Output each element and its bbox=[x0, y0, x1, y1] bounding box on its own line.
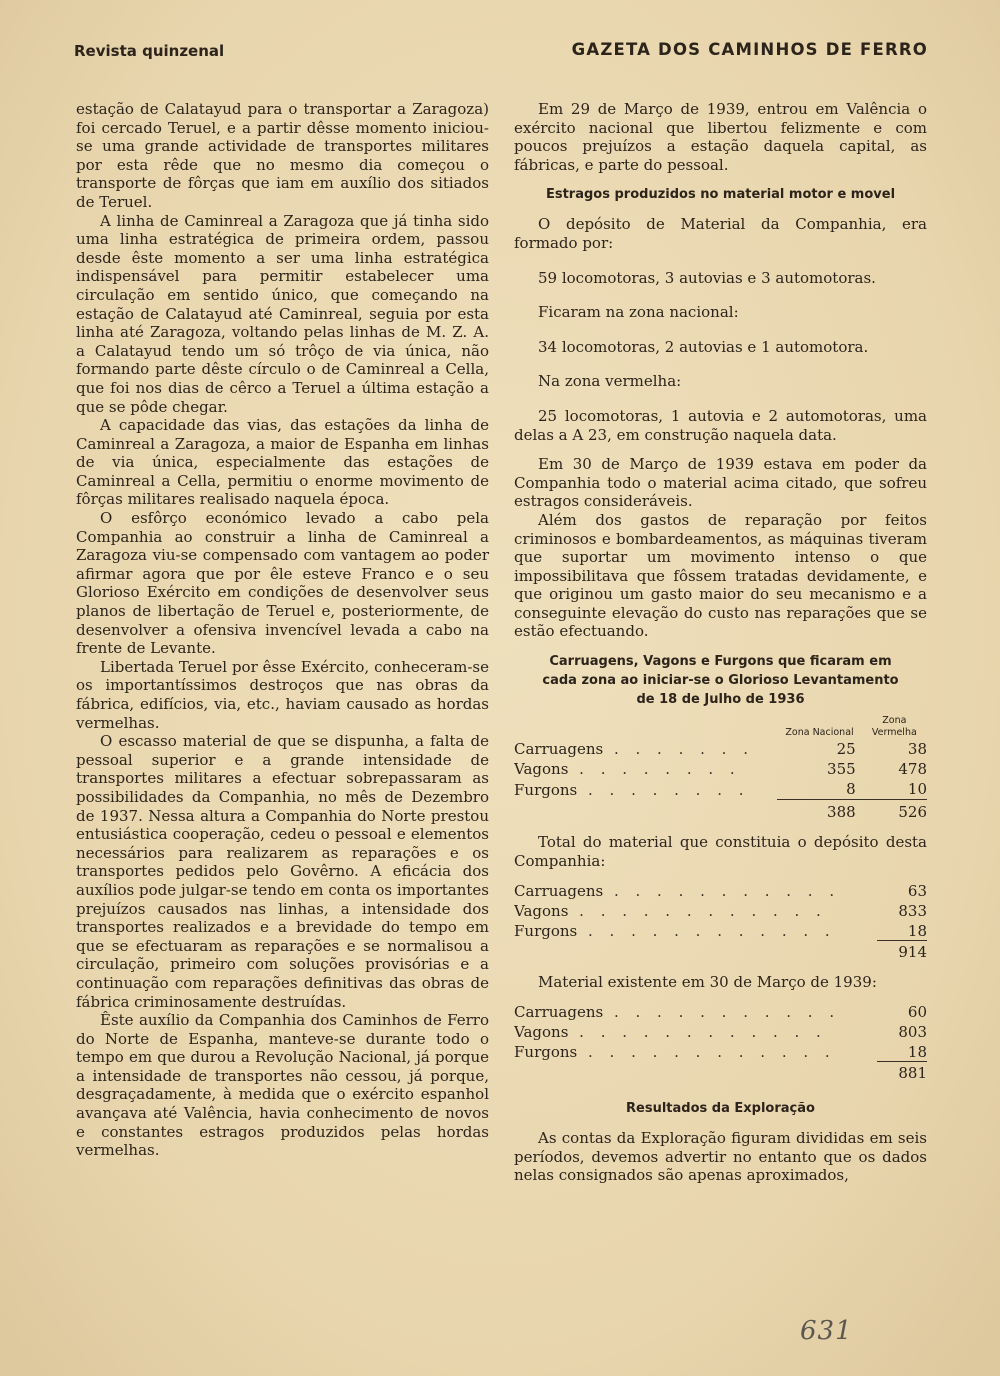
cell-value: 833 bbox=[898, 901, 927, 920]
cell-national: 25 bbox=[836, 740, 856, 759]
paragraph: O escasso material de que se dispunha, a falta de pessoal superior e a grande intensidade de transportes militares a efectuar sobrepassaram as possibilidades da Companhia, no mês de Dezembro de 1937. Nessa altura a Companhia do Norte prestou entusiástica cooperação, cedeu o pessoal e elementos necessários para realizarem as reparações e os transportes pedidos pelo Govêrno. A eficácia dos auxílios pode julgar-se tendo em conta os importantes prejuízos causados nas linhas, a intensidade dos transportes realizados e a brevidade do tempo em que se efectuaram as reparações e se normalisou a circulação, primeiro com soluções provisórias e a continuação com reparações definitivas das obras de fábrica criminosamente destruídas. bbox=[76, 732, 489, 1011]
header-publication-title: GAZETA DOS CAMINHOS DE FERRO bbox=[571, 40, 928, 59]
paragraph: Êste auxílio da Companhia dos Caminhos de Ferro do Norte de Espanha, manteve-se durante todo o tempo em que durou a Revolução Nacional, já porque a intensidade de transportes não cessou, já porque, desgraçadamente, à medida que o exército espanhol avançava até Valência, havia conhecimento de novos e constantes estragos produzidos pelas hordas vermelhas. bbox=[76, 1011, 489, 1160]
cell-red: 38 bbox=[907, 740, 927, 759]
right-column bbox=[514, 100, 927, 1185]
row-label: Furgons bbox=[514, 921, 578, 940]
paragraph: Além dos gastos de reparação por feitos criminosos e bombardeamentos, as máquinas tiveram que suportar um movimento intenso o que impossibilitava que fôssem tratadas devidamente, e que originou um gasto maior do seu mecanismo e a conseguinte elevação do custo nas reparações que se estão efectuando. bbox=[514, 510, 927, 641]
row-label: Vagons bbox=[514, 760, 569, 779]
paragraph: Em 29 de Março de 1939, entrou em Valência o exército nacional que libertou felizmente e com poucos prejuízos a estação daquela capital, as fábricas, e parte do pessoal. bbox=[514, 100, 927, 174]
total-red: 526 bbox=[862, 800, 927, 823]
cell-value: 18 bbox=[907, 921, 927, 940]
row-label: Furgons bbox=[514, 780, 578, 799]
column-header: Zona Vermelha bbox=[871, 715, 917, 739]
table-row: Carruagens . . . . . . . . . . . 63 bbox=[514, 881, 927, 900]
table-total-row bbox=[514, 800, 927, 823]
cell-red: 10 bbox=[907, 780, 927, 799]
page-header bbox=[74, 38, 928, 64]
table-row: Carruagens . . . . . . . . . . . 60 bbox=[514, 1002, 927, 1021]
cell-value: 63 bbox=[907, 881, 927, 900]
existing-material-table bbox=[514, 1001, 927, 1083]
paragraph: O depósito de Material da Companhia, era formado por: bbox=[514, 215, 927, 252]
row-label: Carruagens bbox=[514, 1002, 604, 1021]
paragraph: As contas da Exploração figuram divididas em seis períodos, devemos advertir no entanto que os dados nelas consignados são apenas aproximados, bbox=[514, 1129, 927, 1185]
row-label: Vagons bbox=[514, 901, 569, 920]
section-heading-wagons: Carruagens, Vagons e Furgons que ficaram em cada zona ao iniciar-se o Glorioso Levantamento de 18 de Julho de 1936 bbox=[542, 654, 899, 708]
table-total-row bbox=[514, 1061, 927, 1083]
row-label: Furgons bbox=[514, 1042, 578, 1061]
total-national: 388 bbox=[777, 800, 861, 823]
table-total-row bbox=[514, 940, 927, 962]
row-label: Vagons bbox=[514, 1022, 569, 1041]
column-header: Zona Nacional bbox=[785, 727, 854, 739]
paragraph: 59 locomotoras, 3 autovias e 3 automotoras. bbox=[538, 268, 876, 287]
cell-national: 8 bbox=[846, 780, 856, 799]
row-label: Carruagens bbox=[514, 740, 604, 759]
total-value: 914 bbox=[877, 940, 927, 962]
table-row: Vagons . . . . . . . . . . . . 833 bbox=[514, 901, 927, 920]
cell-value: 18 bbox=[907, 1042, 927, 1061]
paragraph: Na zona vermelha: bbox=[538, 372, 682, 391]
table-row: Carruagens . . . . . . . 25 38 bbox=[514, 740, 927, 759]
total-value: 881 bbox=[877, 1061, 927, 1083]
table-header-row bbox=[514, 715, 927, 739]
header-periodicity: Revista quinzenal bbox=[74, 42, 225, 60]
cell-red: 478 bbox=[898, 760, 927, 779]
paragraph: A linha de Caminreal a Zaragoza que já tinha sido uma linha estratégica de primeira ordem, passou desde êste momento a ser uma linha estratégica indispensável para permitir estabelecer uma circulação em sentido único, que começando na estação de Calatayud até Caminreal, seguia por esta linha até Zaragoza, voltando pelas linhas de M. Z. A. a Calatayud tendo um só trôço de via única, não formando parte dêste círculo o de Caminreal a Cella, que foi nos dias de cêrco a Teruel a última estação a que se pôde chegar. bbox=[76, 211, 489, 416]
paragraph: 25 locomotoras, 1 autovia e 2 automotoras, uma delas a A 23, em construção naquela data. bbox=[514, 406, 927, 444]
paragraph: Ficaram na zona nacional: bbox=[538, 303, 739, 322]
paragraph: Total do material que constituia o depósito desta Companhia: bbox=[514, 833, 927, 870]
cell-value: 60 bbox=[907, 1002, 927, 1021]
paragraph: O esfôrço económico levado a cabo pela Companhia ao construir a linha de Caminreal a Zaragoza viu-se compensado com vantagem ao poder afirmar agora que por êle esteve Franco e o seu Glorioso Exército em condições de desenvolver seus planos de libertação de Teruel e, posteriormente, de desenvolver a ofensiva invencível levada a cabo na frente de Levante. bbox=[76, 509, 489, 658]
table-row: Furgons . . . . . . . . . . . . 18 bbox=[514, 1042, 927, 1061]
section-heading-damage: Estragos produzidos no material motor e movel bbox=[545, 187, 896, 203]
table-row: Vagons . . . . . . . . . . . . 803 bbox=[514, 1022, 927, 1041]
left-column bbox=[76, 100, 489, 1160]
table-row: Vagons . . . . . . . . 355 478 bbox=[514, 760, 927, 779]
page-number: 631 bbox=[800, 1316, 853, 1346]
row-label: Carruagens bbox=[514, 881, 604, 900]
table-row: Furgons . . . . . . . . 8 10 bbox=[514, 780, 927, 799]
paragraph: Material existente em 30 de Março de 1939: bbox=[538, 972, 877, 991]
paragraph: Libertada Teruel por êsse Exército, conheceram-se os importantíssimos destroços que nas obras da fábrica, edifícios, via, etc., haviam causado as hordas vermelhas. bbox=[76, 657, 489, 732]
table-row: Furgons . . . . . . . . . . . . 18 bbox=[514, 921, 927, 940]
paragraph: Em 30 de Março de 1939 estava em poder da Companhia todo o material acima citado, que sofreu estragos consideráveis. bbox=[514, 455, 927, 511]
paragraph: A capacidade das vias, das estações da linha de Caminreal a Zaragoza, a maior de Espanha em linhas de via única, especialmente das estações de Caminreal a Cella, permitiu o enorme movimento de fôrças militares realisado naquela época. bbox=[76, 416, 489, 509]
zone-table bbox=[514, 715, 927, 822]
paragraph: 34 locomotoras, 2 autovias e 1 automotora. bbox=[538, 337, 869, 356]
paragraph: estação de Calatayud para o transportar a Zaragoza) foi cercado Teruel, e a partir dêsse momento iniciou-se uma grande actividade de transportes militares por esta rêde que no mesmo dia começou o transporte de fôrças que iam em auxílio dos sitiados de Teruel. bbox=[76, 100, 489, 211]
cell-national: 355 bbox=[827, 760, 856, 779]
total-material-table bbox=[514, 880, 927, 962]
cell-value: 803 bbox=[898, 1022, 927, 1041]
section-heading-results: Resultados da Exploração bbox=[626, 1101, 815, 1117]
